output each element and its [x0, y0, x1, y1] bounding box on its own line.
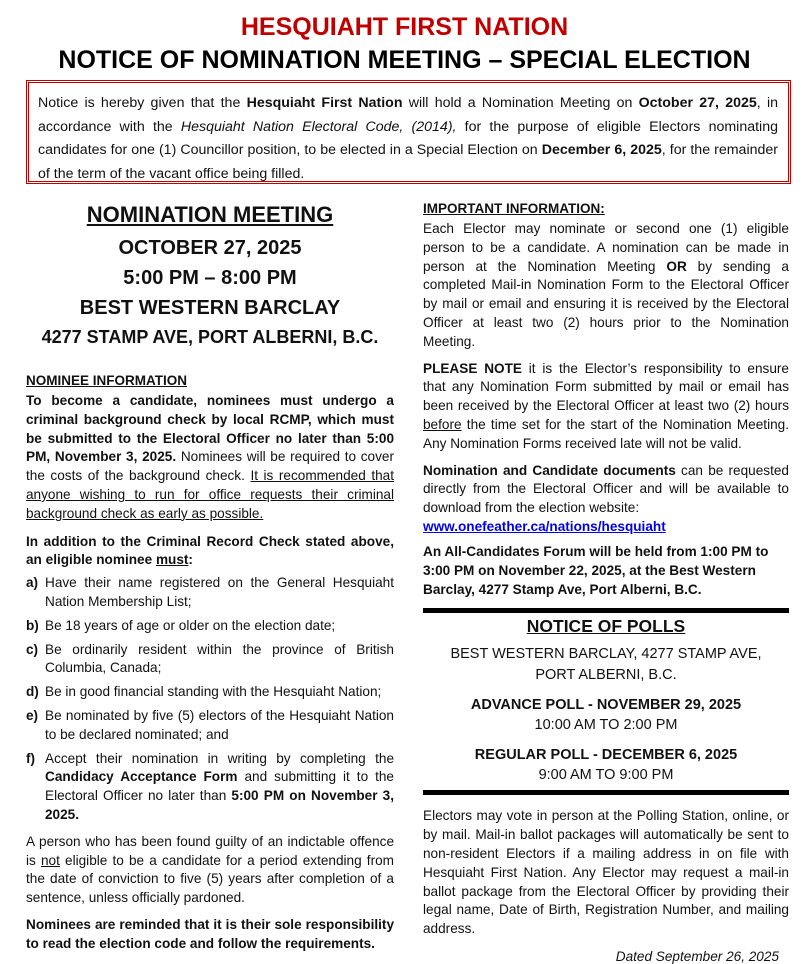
advance-poll-heading: ADVANCE POLL - NOVEMBER 29, 2025 [470, 697, 742, 714]
background-check-requirement: To become a candidate, nominees must undergo a criminal background check by local RCMP, which must be submitted to the Electoral Officer no later than 5:00 PM, November 3, 2025. [26, 393, 394, 465]
intro-text: , for the remainder of the term of the vacant office being filled. [38, 142, 778, 182]
regular-poll-time: 9:00 AM TO 9:00 PM [538, 767, 674, 784]
eligibility-criteria-list [26, 574, 394, 825]
meeting-venue: BEST WESTERN BARCLAY [79, 297, 341, 319]
criteria-marker: a) [26, 575, 39, 591]
offence-text: A person who has been found guilty of an indictable offence is [26, 833, 394, 868]
criteria-marker: c) [26, 641, 39, 657]
intro-text: Notice is hereby given that the [38, 95, 247, 111]
indictable-offence-paragraph [26, 833, 394, 908]
eligibility-intro [26, 533, 394, 571]
advance-poll-time: 10:00 AM TO 2:00 PM [534, 717, 678, 734]
right-column [423, 200, 789, 964]
meeting-address: 4277 STAMP AVE, PORT ALBERNI, B.C. [41, 327, 379, 347]
intro-electoral-code: Hesquiaht Nation Electoral Code, (2014), [180, 118, 457, 135]
polls-bottom-divider [423, 790, 789, 795]
eligibility-intro-text: In addition to the Criminal Record Check stated above, an eligible nominee [26, 533, 394, 568]
background-check-cost: Nominees will be required to cover the costs of the background check. [26, 449, 394, 484]
criteria-marker: b) [26, 617, 39, 633]
criteria-item [26, 574, 394, 612]
intro-notice-box [26, 80, 791, 184]
criteria-text: Be 18 years of age or older on the election date; [45, 617, 336, 633]
polls-address-line2: PORT ALBERNI, B.C. [535, 667, 677, 684]
meeting-time: 5:00 PM – 8:00 PM [123, 267, 297, 289]
criteria-text: Be ordinarily resident within the province of British Columbia, Canada; [45, 641, 394, 676]
regular-poll-heading: REGULAR POLL - DECEMBER 6, 2025 [474, 747, 738, 764]
please-note-before: before [423, 416, 462, 432]
criteria-item [26, 707, 394, 745]
offence-text: eligible to be a candidate for a period extending from the date of conviction to five (5) years after completion of a sentence, unless officially pardoned. [26, 852, 394, 906]
criteria-text: and submitting it to the Electoral Officer no later than [45, 769, 394, 804]
acceptance-deadline: 5:00 PM on November 3, 2025. [45, 788, 394, 822]
organization-title: HESQUIAHT FIRST NATION [240, 13, 569, 41]
criteria-text: Be nominated by five (5) electors of the Hesquiaht Nation to be declared nominated; and [45, 707, 394, 742]
criteria-marker: f) [26, 750, 36, 766]
notice-title: NOTICE OF NOMINATION MEETING – SPECIAL ELECTION [58, 46, 751, 74]
meeting-date: OCTOBER 27, 2025 [118, 237, 302, 259]
notice-of-polls-title: NOTICE OF POLLS [526, 616, 686, 637]
voting-methods-paragraph: Electors may vote in person at the Polling Station, online, or by mail. Mail-in ballot packages will automatically be sent to non-resident Electors if a mailing address in on file with Hesquiaht First Nation. Any Elector may request a mail-in ballot package from the Electoral Officer by providing their legal name, Date of Birth, Registration Number, and mailing address. [423, 808, 789, 937]
criteria-text: Accept their nomination in writing by completing the [45, 750, 394, 766]
candidacy-acceptance-form: Candidacy Acceptance Form [45, 769, 238, 785]
offence-not: not [40, 852, 60, 868]
background-check-paragraph [26, 392, 394, 524]
documents-text: can be requested directly from the Electoral Officer and will be available to download from the election website: [423, 462, 789, 516]
criteria-marker: e) [26, 707, 39, 723]
intro-text: will hold a Nomination Meeting on [402, 95, 639, 111]
dated-line: Dated September 26, 2025 [615, 948, 779, 964]
nomination-or: OR [666, 258, 687, 274]
polls-top-divider [423, 608, 789, 613]
please-note-paragraph [423, 360, 789, 454]
intro-meeting-date: October 27, 2025 [638, 95, 757, 111]
important-info-heading: IMPORTANT INFORMATION: [423, 201, 605, 216]
intro-text: , in accordance with the [38, 95, 778, 135]
intro-nation-name: Hesquiaht First Nation [246, 95, 403, 111]
background-check-recommendation: It is recommended that anyone wishing to run for office requests their criminal background check as early as possible. [26, 468, 394, 521]
please-note-text: it is the Elector’s responsibility to ensure that any Nomination Form submitted by mail or email has been received by the Electoral Officer at least two (2) hours [423, 360, 789, 414]
criteria-item [26, 683, 394, 702]
intro-election-date: December 6, 2025 [541, 142, 662, 158]
intro-text: for the purpose of eligible Electors nominating candidates for one (1) Councillor position, to be elected in a Special Election on [38, 118, 778, 158]
nomination-text: by sending a completed Mail-in Nomination Form to the Electoral Officer by mail or email and ensuring it is received by the Electoral Officer at least two (2) hours prior to the Nomination Meeting. [423, 258, 789, 349]
documents-paragraph [423, 462, 789, 518]
documents-label: Nomination and Candidate documents [423, 462, 676, 478]
all-candidates-forum: An All-Candidates Forum will be held from 1:00 PM to 3:00 PM on November 22, 2025, at the Best Western Barclay, 4277 Stamp Ave, Port Alberni, B.C. [423, 543, 769, 597]
nomination-meeting-title: NOMINATION MEETING [86, 202, 334, 227]
eligibility-must: must [155, 552, 189, 568]
criteria-text: Have their name registered on the General Hesquiaht Nation Membership List; [45, 575, 394, 609]
intro-paragraph [38, 92, 778, 186]
criteria-text: Be in good financial standing with the Hesquiaht Nation; [45, 684, 382, 700]
responsibility-reminder: Nominees are reminded that it is their sole responsibility to read the election code and follow the requirements. [26, 916, 394, 951]
criteria-item [26, 641, 394, 679]
polls-address-line1: BEST WESTERN BARCLAY, 4277 STAMP AVE, [450, 646, 762, 663]
criteria-item [26, 750, 394, 825]
criteria-marker: d) [26, 684, 39, 700]
nomination-method-paragraph [423, 220, 789, 352]
please-note-label: PLEASE NOTE [423, 360, 522, 376]
left-column [26, 200, 394, 954]
nominee-info-heading: NOMINEE INFORMATION [26, 373, 187, 388]
criteria-item [26, 617, 394, 636]
nomination-text: Each Elector may nominate or second one (1) eligible person to be a candidate. A nomination can be made in person at the Nomination Meeting [423, 221, 789, 274]
eligibility-colon: : [188, 552, 193, 568]
please-note-text: the time set for the start of the Nomination Meeting. Any Nomination Forms received late will not be valid. [423, 416, 789, 451]
election-website-link[interactable]: www.onefeather.ca/nations/hesquiaht [423, 518, 666, 534]
